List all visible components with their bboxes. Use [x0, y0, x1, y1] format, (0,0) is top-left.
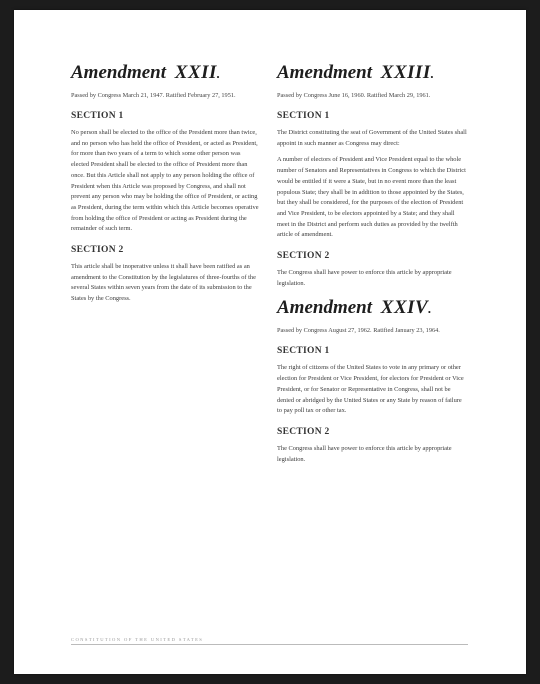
amendment-22-section-1-heading: SECTION 1 [71, 111, 124, 121]
amendment-22-title [71, 62, 259, 85]
amendment-24-passed: Passed by Congress August 27, 1962. Ratified January 23, 1964. [277, 327, 440, 335]
amendment-24-section-2-heading: SECTION 2 [277, 426, 330, 437]
amendment-22-section-2-heading: SECTION 2 [71, 245, 124, 256]
amendment-numeral: XXIII [380, 62, 431, 83]
amendment-numeral: XXII [174, 62, 217, 83]
footer-divider [71, 644, 468, 645]
amendment-22-section-2-text: This article shall be inoperative unless it shall have been ratified as an amendment to the Constitution by the legislatures of three-fourths of the several States within seven years from the date of its submission to the States by the Congress. [71, 263, 256, 303]
amendment-24-section-1-heading: SECTION 1 [277, 346, 330, 357]
amendment-23-section-1-para-1: The District constituting the seat of Government of the United States shall appoint in such manner as Congress may direct: [277, 129, 467, 147]
amendment-24-section-1-text: The right of citizens of the United States to vote in any primary or other election for President or Vice President, for electors for President or Vice President, or for Senator or Representative in Congress, shall not be denied or abridged by the United States or any State by reason of failure to pay poll tax or other tax. [277, 364, 464, 415]
amendment-24-title [277, 297, 467, 320]
amendment-period: . [216, 66, 221, 81]
amendment-22-section-1-text: No person shall be elected to the office of the President more than twice, and no person who has held the office of President, or acted as President, for more than two years of a term to which some other person was elected President shall be elected to the office of President more than once. But this Article shall not apply to any person holding the office of President when this Article was proposed by Congress, and shall not prevent any person who may be holding the office of President, or acting as President, during the term within which this Article becomes operative from holding the office of President or acting as President during the remainder of such term. [71, 129, 259, 233]
amendment-23-section-1-heading: SECTION 1 [277, 111, 330, 121]
left-column [71, 62, 259, 311]
amendment-23-passed: Passed by Congress June 16, 1960. Ratified March 29, 1961. [277, 92, 431, 99]
amendment-23-section-2-text: The Congress shall have power to enforce this article by appropriate legislation. [277, 269, 452, 287]
amendment-numeral: XXIV [380, 297, 429, 319]
running-footer: CONSTITUTION OF THE UNITED STATES [71, 637, 204, 642]
amendment-word: Amendment [277, 297, 373, 319]
amendment-period: . [428, 301, 432, 317]
amendment-word: Amendment [71, 62, 167, 83]
amendment-23-section-2-heading: SECTION 2 [277, 251, 330, 262]
amendment-word: Amendment [277, 62, 373, 83]
amendment-24-section-2-text: The Congress shall have power to enforce this article by appropriate legislation. [277, 444, 452, 463]
amendment-23-title [277, 62, 467, 85]
right-column [277, 62, 467, 471]
amendment-22-passed: Passed by Congress March 21, 1947. Ratified February 27, 1951. [71, 92, 236, 99]
amendment-23-section-1-para-2: A number of electors of President and Vice President equal to the whole number of Senators and Representatives in Congress to which the District would be entitled if it were a State, but in no event more than the least populous State; they shall be in addition to those appointed by the States, but they shall be considered, for the purposes of the election of President and Vice President, to be electors appointed by a State; and they shall meet in the District and perform such duties as provided by the twelfth article of amendment. [277, 156, 466, 239]
document-page [14, 10, 526, 674]
amendment-period: . [430, 66, 435, 81]
